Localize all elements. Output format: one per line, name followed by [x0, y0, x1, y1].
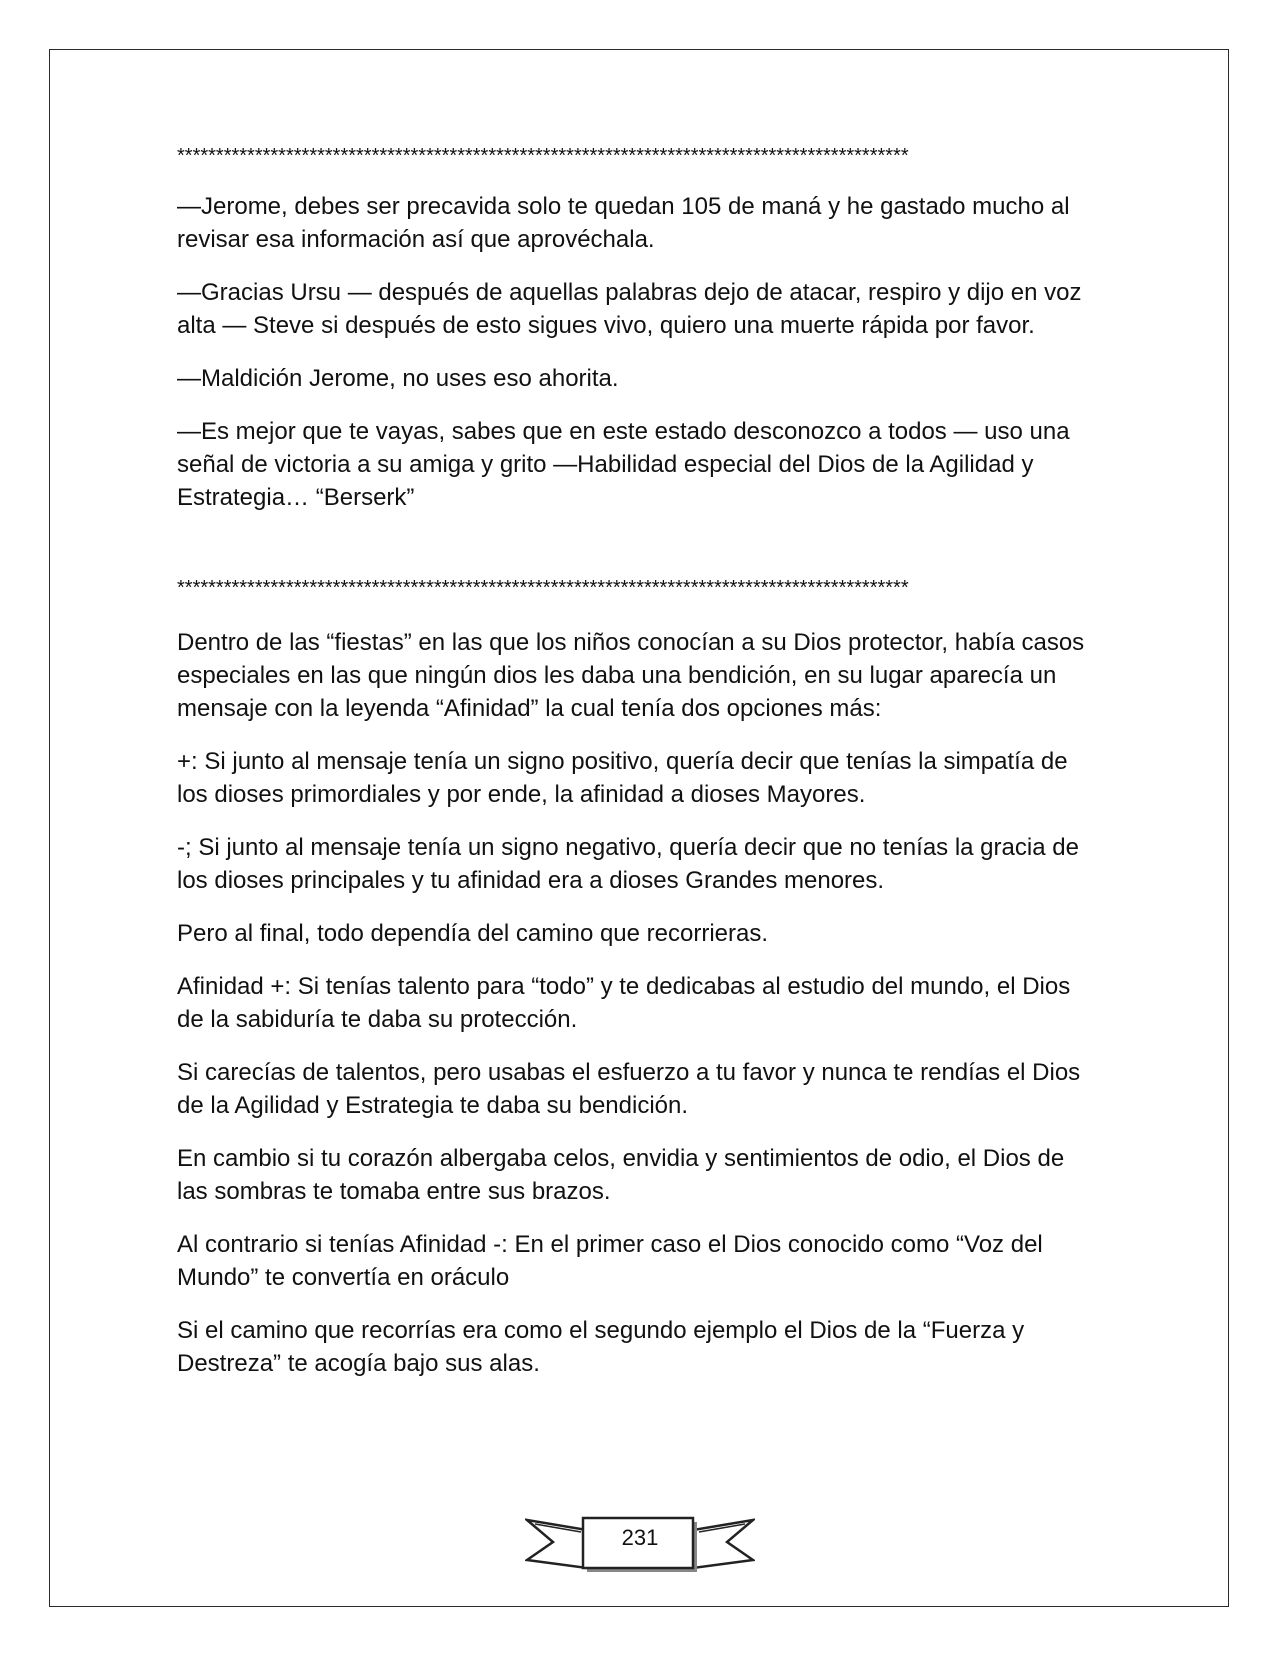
paragraph: —Es mejor que te vayas, sabes que en este estado desconozco a todos — uso una señal de victoria a su amiga y grito —Habilidad especial del Dios de la Agilidad y Estrategia… “Berserk” — [177, 418, 1070, 511]
paragraph: Dentro de las “fiestas” en las que los niños conocían a su Dios protector, había casos especiales en las que ningún dios les daba una bendición, en su lugar aparecía un mensaje con la leyenda “Afinidad” la cual tenía dos opciones más: — [177, 629, 1085, 722]
paragraph: —Jerome, debes ser precavida solo te quedan 105 de maná y he gastado mucho al revisar esa información así que aprovéchala. — [177, 193, 1070, 253]
scene-separator: ********************************************************************************************** — [177, 146, 909, 166]
paragraph: —Maldición Jerome, no uses eso ahorita. — [177, 365, 619, 392]
paragraph: En cambio si tu corazón albergaba celos, envidia y sentimientos de odio, el Dios de las sombras te tomaba entre sus brazos. — [177, 1145, 1065, 1205]
paragraph: —Gracias Ursu — después de aquellas palabras dejo de atacar, respiro y dijo en voz alta — Steve si después de esto sigues vivo, quiero una muerte rápida por favor. — [177, 279, 1082, 339]
paragraph: Si el camino que recorrías era como el segundo ejemplo el Dios de la “Fuerza y Destreza” te acogía bajo sus alas. — [177, 1317, 1025, 1377]
paragraph: Pero al final, todo dependía del camino que recorrieras. — [177, 920, 769, 947]
paragraph: +: Si junto al mensaje tenía un signo positivo, quería decir que tenías la simpatía de los dioses primordiales y por ende, la afinidad a dioses Mayores. — [177, 748, 1068, 808]
page-footer — [525, 1508, 755, 1588]
scene-separator: ********************************************************************************************** — [177, 578, 909, 598]
paragraph: -; Si junto al mensaje tenía un signo negativo, quería decir que no tenías la gracia de los dioses principales y tu afinidad era a dioses Grandes menores. — [177, 834, 1079, 894]
paragraph: Afinidad +: Si tenías talento para “todo” y te dedicabas al estudio del mundo, el Dios de la sabiduría te daba su protección. — [177, 973, 1071, 1033]
page-body — [177, 146, 1097, 1400]
page-number: 231 — [621, 1525, 659, 1550]
paragraph: Al contrario si tenías Afinidad -: En el primer caso el Dios conocido como “Voz del Mundo” te convertía en oráculo — [177, 1231, 1043, 1291]
paragraph: Si carecías de talentos, pero usabas el esfuerzo a tu favor y nunca te rendías el Dios de la Agilidad y Estrategia te daba su bendición. — [177, 1059, 1081, 1119]
